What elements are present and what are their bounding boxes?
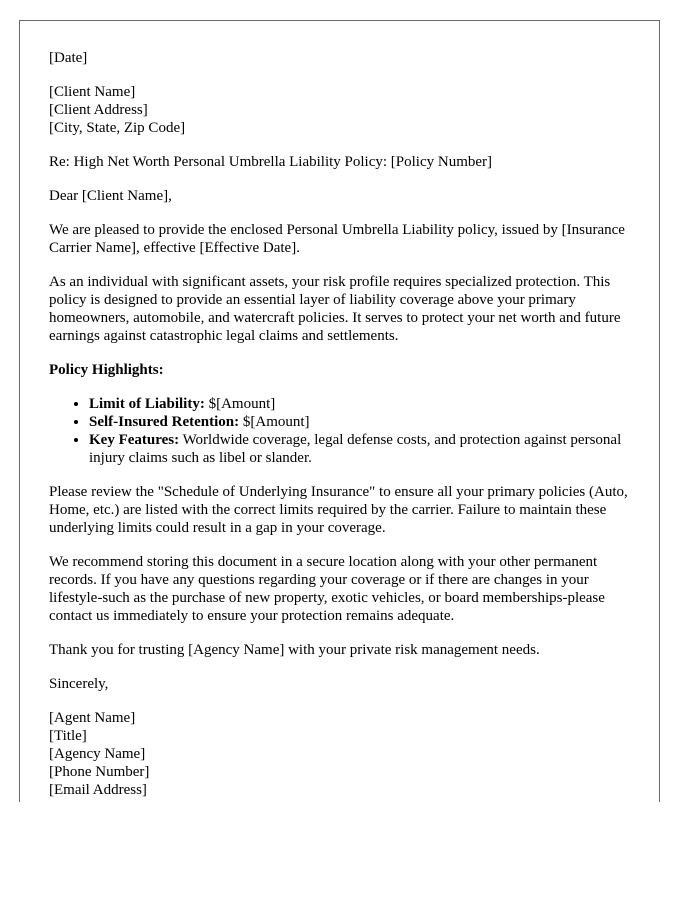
storage-recommendation-paragraph: We recommend storing this document in a secure location along with your other permanent records. If you have any questions regarding your coverage or if there are changes in your lifestyle-such as the purchase of new property, exotic vehicles, or board memberships-please contact us immediately to ensure your protection remains adequate. bbox=[49, 554, 605, 624]
subject-line: Re: High Net Worth Personal Umbrella Liability Policy: [Policy Number] bbox=[49, 154, 493, 170]
highlight-text: $[Amount] bbox=[239, 414, 310, 430]
highlight-item-key-features bbox=[89, 431, 634, 467]
agency-name: [Agency Name] bbox=[49, 746, 146, 762]
phone-number: [Phone Number] bbox=[49, 764, 150, 780]
highlights-heading: Policy Highlights: bbox=[49, 362, 164, 378]
highlight-label: Key Features: bbox=[89, 432, 180, 448]
highlight-text: Worldwide coverage, legal defense costs, and protection against personal injury claims such as libel or slander. bbox=[89, 432, 622, 466]
closing: Sincerely, bbox=[49, 676, 109, 692]
intro-paragraph: We are pleased to provide the enclosed Personal Umbrella Liability policy, issued by [Insurance Carrier Name], effective [Effective Date]. bbox=[49, 222, 625, 256]
agent-title: [Title] bbox=[49, 728, 87, 744]
email-address: [Email Address] bbox=[49, 782, 147, 798]
review-notice-paragraph: Please review the "Schedule of Underlying Insurance" to ensure all your primary policies (Auto, Home, etc.) are listed with the correct limits required by the carrier. Failure to maintain these underlying limits could result in a gap in your coverage. bbox=[49, 484, 628, 536]
highlight-item-limit-of-liability bbox=[89, 395, 634, 413]
recipient-address: [Client Address] bbox=[49, 102, 148, 118]
highlight-label: Self-Insured Retention: bbox=[89, 414, 240, 430]
recipient-block bbox=[49, 83, 634, 137]
letter-page bbox=[19, 20, 660, 802]
recipient-name: [Client Name] bbox=[49, 84, 136, 100]
highlight-label: Limit of Liability: bbox=[89, 396, 205, 412]
highlight-text: $[Amount] bbox=[204, 396, 276, 412]
risk-profile-paragraph: As an individual with significant assets, your risk profile requires specialized protection. This policy is designed to provide an essential layer of liability coverage above your primary homeowners, automobile, and watercraft policies. It serves to protect your net worth and future earnings against catastrophic legal claims and settlements. bbox=[49, 274, 621, 344]
recipient-city-state-zip: [City, State, Zip Code] bbox=[49, 120, 186, 136]
highlight-item-self-insured-retention bbox=[89, 413, 634, 431]
highlights-list bbox=[49, 395, 634, 467]
letter-date: [Date] bbox=[49, 50, 88, 66]
thanks-paragraph: Thank you for trusting [Agency Name] with your private risk management needs. bbox=[49, 642, 540, 658]
agent-name: [Agent Name] bbox=[49, 710, 136, 726]
letter-body bbox=[49, 49, 634, 799]
signature-block bbox=[49, 709, 634, 799]
salutation: Dear [Client Name], bbox=[49, 188, 172, 204]
